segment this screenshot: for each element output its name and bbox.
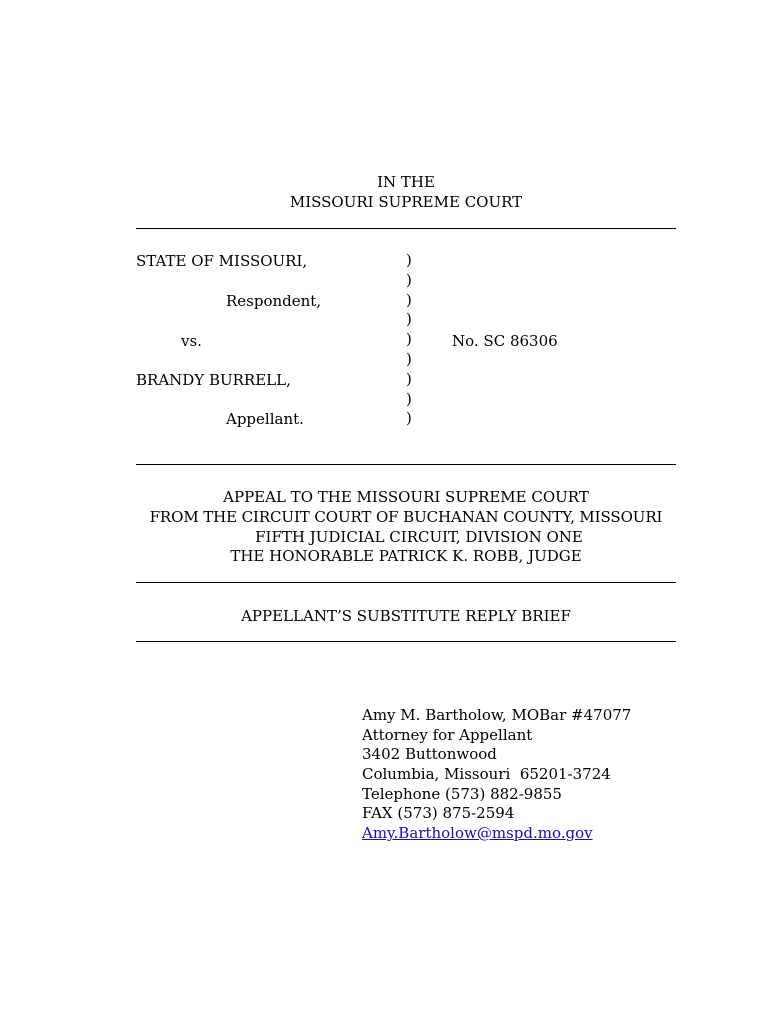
- caption-paren: ): [406, 409, 412, 428]
- caption-paren: ): [406, 369, 412, 388]
- court-header-line1: IN THE: [377, 173, 435, 191]
- appeal-line3: FIFTH JUDICIAL CIRCUIT, DIVISION ONE: [255, 528, 583, 546]
- divider-appeal: [136, 582, 676, 583]
- caption-paren: ): [406, 270, 412, 289]
- plaintiff-role: Respondent,: [226, 292, 322, 310]
- caption-paren: ): [406, 251, 412, 269]
- divider-title: [136, 641, 676, 642]
- attorney-fax: FAX (573) 875-2594: [362, 804, 515, 822]
- caption-paren: ): [406, 310, 412, 329]
- attorney-email-link[interactable]: Amy.Bartholow@mspd.mo.gov: [362, 824, 593, 842]
- court-header-line2: MISSOURI SUPREME COURT: [289, 193, 523, 211]
- plaintiff-name: STATE OF MISSOURI,: [136, 252, 308, 270]
- caption-paren: ): [406, 290, 412, 309]
- appeal-line4: THE HONORABLE PATRICK K. ROBB, JUDGE: [230, 547, 582, 565]
- defendant-role: Appellant.: [226, 410, 304, 428]
- appeal-line1: APPEAL TO THE MISSOURI SUPREME COURT: [223, 488, 589, 506]
- attorney-street: 3402 Buttonwood: [362, 745, 497, 763]
- defendant-name: BRANDY BURRELL,: [136, 371, 291, 389]
- divider-caption: [136, 464, 676, 465]
- attorney-role: Attorney for Appellant: [362, 726, 533, 744]
- attorney-telephone: Telephone (573) 882-9855: [362, 785, 562, 803]
- caption-paren-column: [406, 251, 412, 429]
- caption-paren: ): [406, 330, 412, 349]
- brief-title: APPELLANT’S SUBSTITUTE REPLY BRIEF: [241, 607, 571, 625]
- attorney-name: Amy M. Bartholow, MOBar #47077: [362, 706, 632, 724]
- caption-paren: ): [406, 349, 412, 368]
- caption-paren: ): [406, 389, 412, 408]
- attorney-city: Columbia, Missouri 65201-3724: [362, 765, 611, 783]
- appeal-line2: FROM THE CIRCUIT COURT OF BUCHANAN COUNTY, MISSOURI: [149, 508, 663, 526]
- divider-top: [136, 228, 676, 229]
- case-number: No. SC 86306: [452, 332, 558, 350]
- versus-label: vs.: [181, 332, 202, 350]
